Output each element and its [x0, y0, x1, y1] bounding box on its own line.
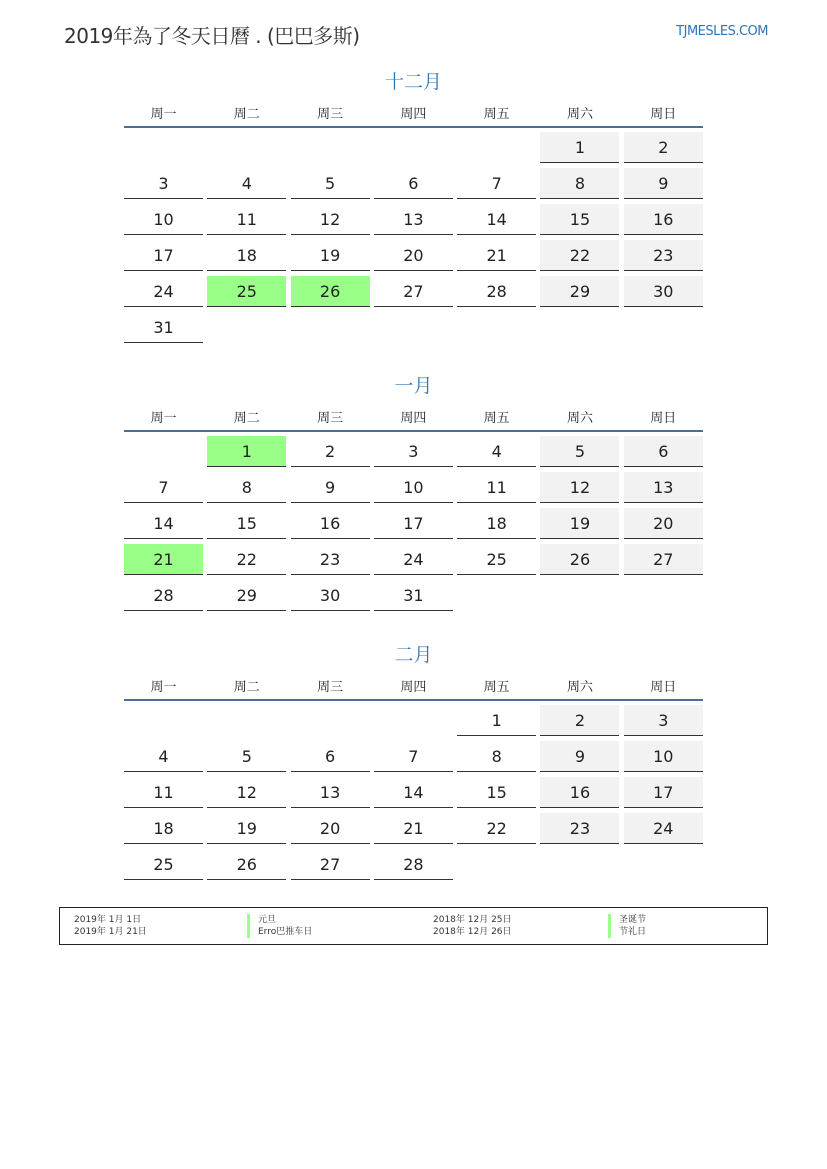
week-row: [124, 849, 703, 881]
day-cell: 8: [207, 472, 286, 503]
week-row: [124, 276, 703, 308]
weekday-label: 周日: [650, 680, 677, 695]
month-block: [124, 374, 703, 612]
weekday-label: 周六: [566, 680, 593, 695]
month-title: 一月: [394, 375, 433, 397]
day-cell: 7: [124, 472, 203, 503]
day-cell: 14: [124, 508, 203, 539]
day-cell: 16: [624, 204, 703, 235]
weekday-label: 周日: [650, 411, 677, 426]
day-cell: 5: [207, 741, 286, 772]
legend-date: 2018年 12月 25日: [433, 915, 512, 925]
brand-link[interactable]: TJMESLES.COM: [676, 24, 768, 39]
week-row: [124, 132, 703, 164]
weekday-label: 周一: [150, 411, 177, 426]
empty-cell: [124, 132, 203, 163]
weekday-label: 周六: [566, 411, 593, 426]
day-cell: 15: [457, 777, 536, 808]
day-cell: 16: [540, 777, 619, 808]
day-cell: 20: [624, 508, 703, 539]
week-row: [124, 580, 703, 612]
weekday-label: 周二: [233, 411, 260, 426]
day-cell: 27: [374, 276, 453, 307]
week-row: [124, 472, 703, 504]
empty-cell: [291, 705, 370, 736]
holiday-legend: [59, 907, 768, 945]
empty-cell: [374, 312, 453, 343]
weekday-label: 周四: [400, 680, 427, 695]
day-cell: 18: [457, 508, 536, 539]
day-grid: [124, 705, 703, 881]
day-cell: 6: [291, 741, 370, 772]
day-cell: 9: [291, 472, 370, 503]
day-cell: 25: [124, 849, 203, 880]
day-cell: 4: [124, 741, 203, 772]
legend-holiday-name: Erro巴推车日: [247, 926, 312, 938]
page-title: 2019年為了冬天日曆 . (巴巴多斯): [64, 24, 360, 48]
empty-cell: [124, 705, 203, 736]
day-cell: 2: [540, 705, 619, 736]
day-cell: 7: [374, 741, 453, 772]
day-cell: 28: [457, 276, 536, 307]
week-row: [124, 741, 703, 773]
day-cell: 12: [540, 472, 619, 503]
empty-cell: [624, 849, 703, 880]
week-row: [124, 240, 703, 272]
day-cell: 15: [540, 204, 619, 235]
day-cell: 18: [124, 813, 203, 844]
day-cell: 17: [374, 508, 453, 539]
weekday-label: 周二: [233, 107, 260, 122]
week-row: [124, 312, 703, 344]
weekday-label: 周五: [483, 680, 510, 695]
day-cell: 18: [207, 240, 286, 271]
day-cell: 26: [540, 544, 619, 575]
day-cell: 10: [374, 472, 453, 503]
day-cell: 21: [457, 240, 536, 271]
weekday-label: 周五: [483, 411, 510, 426]
week-row: [124, 436, 703, 468]
day-cell: 26: [207, 849, 286, 880]
legend-holiday-name: 元旦: [247, 914, 276, 926]
day-cell: 12: [207, 777, 286, 808]
day-cell: 28: [124, 580, 203, 611]
weekday-label: 周日: [650, 107, 677, 122]
weekday-label: 周四: [400, 411, 427, 426]
day-cell: 29: [540, 276, 619, 307]
day-cell: 31: [124, 312, 203, 343]
empty-cell: [207, 132, 286, 163]
day-cell: 22: [207, 544, 286, 575]
weekday-label: 周六: [566, 107, 593, 122]
day-cell: 19: [207, 813, 286, 844]
month-block: [124, 70, 703, 344]
day-cell: 13: [374, 204, 453, 235]
empty-cell: [540, 312, 619, 343]
day-cell: 9: [540, 741, 619, 772]
empty-cell: [374, 132, 453, 163]
month-block: [124, 643, 703, 881]
week-row: [124, 544, 703, 576]
header-divider: [124, 126, 703, 128]
empty-cell: [457, 580, 536, 611]
day-cell: 4: [207, 168, 286, 199]
weekday-label: 周四: [400, 107, 427, 122]
empty-cell: [374, 705, 453, 736]
weekday-header: [124, 408, 703, 430]
empty-cell: [207, 312, 286, 343]
weekday-label: 周三: [317, 107, 344, 122]
month-title: 十二月: [384, 71, 442, 93]
day-cell: 4: [457, 436, 536, 467]
day-cell: 11: [207, 204, 286, 235]
week-row: [124, 705, 703, 737]
day-cell: 26: [291, 276, 370, 307]
day-cell: 3: [374, 436, 453, 467]
empty-cell: [457, 849, 536, 880]
empty-cell: [624, 580, 703, 611]
day-cell: 13: [624, 472, 703, 503]
day-cell: 21: [124, 544, 203, 575]
day-cell: 14: [374, 777, 453, 808]
day-cell: 11: [457, 472, 536, 503]
day-cell: 30: [291, 580, 370, 611]
week-row: [124, 168, 703, 200]
day-cell: 29: [207, 580, 286, 611]
day-cell: 19: [540, 508, 619, 539]
empty-cell: [457, 312, 536, 343]
day-cell: 23: [624, 240, 703, 271]
day-cell: 23: [540, 813, 619, 844]
empty-cell: [624, 312, 703, 343]
day-cell: 17: [624, 777, 703, 808]
day-cell: 5: [291, 168, 370, 199]
day-cell: 3: [624, 705, 703, 736]
day-cell: 10: [124, 204, 203, 235]
week-row: [124, 508, 703, 540]
weekday-label: 周二: [233, 680, 260, 695]
day-cell: 28: [374, 849, 453, 880]
day-grid: [124, 132, 703, 344]
weekday-label: 周一: [150, 107, 177, 122]
day-cell: 2: [291, 436, 370, 467]
weekday-header: [124, 104, 703, 126]
day-cell: 6: [374, 168, 453, 199]
day-cell: 3: [124, 168, 203, 199]
day-cell: 1: [540, 132, 619, 163]
day-cell: 19: [291, 240, 370, 271]
day-cell: 21: [374, 813, 453, 844]
legend-holiday-name: 圣诞节: [608, 914, 646, 926]
day-cell: 23: [291, 544, 370, 575]
day-cell: 6: [624, 436, 703, 467]
day-cell: 22: [540, 240, 619, 271]
month-title: 二月: [394, 644, 433, 666]
empty-cell: [540, 849, 619, 880]
day-cell: 8: [540, 168, 619, 199]
day-cell: 2: [624, 132, 703, 163]
day-cell: 1: [207, 436, 286, 467]
weekday-label: 周三: [317, 411, 344, 426]
empty-cell: [291, 312, 370, 343]
day-cell: 25: [457, 544, 536, 575]
day-cell: 7: [457, 168, 536, 199]
empty-cell: [291, 132, 370, 163]
day-cell: 9: [624, 168, 703, 199]
legend-holiday-name: 节礼日: [608, 926, 646, 938]
day-cell: 27: [624, 544, 703, 575]
header-divider: [124, 699, 703, 701]
day-cell: 30: [624, 276, 703, 307]
legend-date: 2018年 12月 26日: [433, 927, 512, 937]
legend-date: 2019年 1月 1日: [74, 915, 142, 925]
week-row: [124, 813, 703, 845]
day-cell: 31: [374, 580, 453, 611]
day-cell: 8: [457, 741, 536, 772]
day-cell: 25: [207, 276, 286, 307]
day-cell: 12: [291, 204, 370, 235]
day-cell: 22: [457, 813, 536, 844]
day-cell: 15: [207, 508, 286, 539]
day-cell: 24: [124, 276, 203, 307]
day-cell: 11: [124, 777, 203, 808]
day-cell: 10: [624, 741, 703, 772]
day-cell: 14: [457, 204, 536, 235]
empty-cell: [207, 705, 286, 736]
weekday-header: [124, 677, 703, 699]
week-row: [124, 204, 703, 236]
weekday-label: 周三: [317, 680, 344, 695]
day-cell: 20: [291, 813, 370, 844]
week-row: [124, 777, 703, 809]
empty-cell: [540, 580, 619, 611]
day-cell: 13: [291, 777, 370, 808]
weekday-label: 周一: [150, 680, 177, 695]
day-cell: 24: [374, 544, 453, 575]
legend-date: 2019年 1月 21日: [74, 927, 147, 937]
weekday-label: 周五: [483, 107, 510, 122]
day-cell: 5: [540, 436, 619, 467]
day-cell: 27: [291, 849, 370, 880]
day-grid: [124, 436, 703, 612]
empty-cell: [124, 436, 203, 467]
header-divider: [124, 430, 703, 432]
day-cell: 16: [291, 508, 370, 539]
day-cell: 20: [374, 240, 453, 271]
day-cell: 24: [624, 813, 703, 844]
day-cell: 17: [124, 240, 203, 271]
empty-cell: [457, 132, 536, 163]
day-cell: 1: [457, 705, 536, 736]
